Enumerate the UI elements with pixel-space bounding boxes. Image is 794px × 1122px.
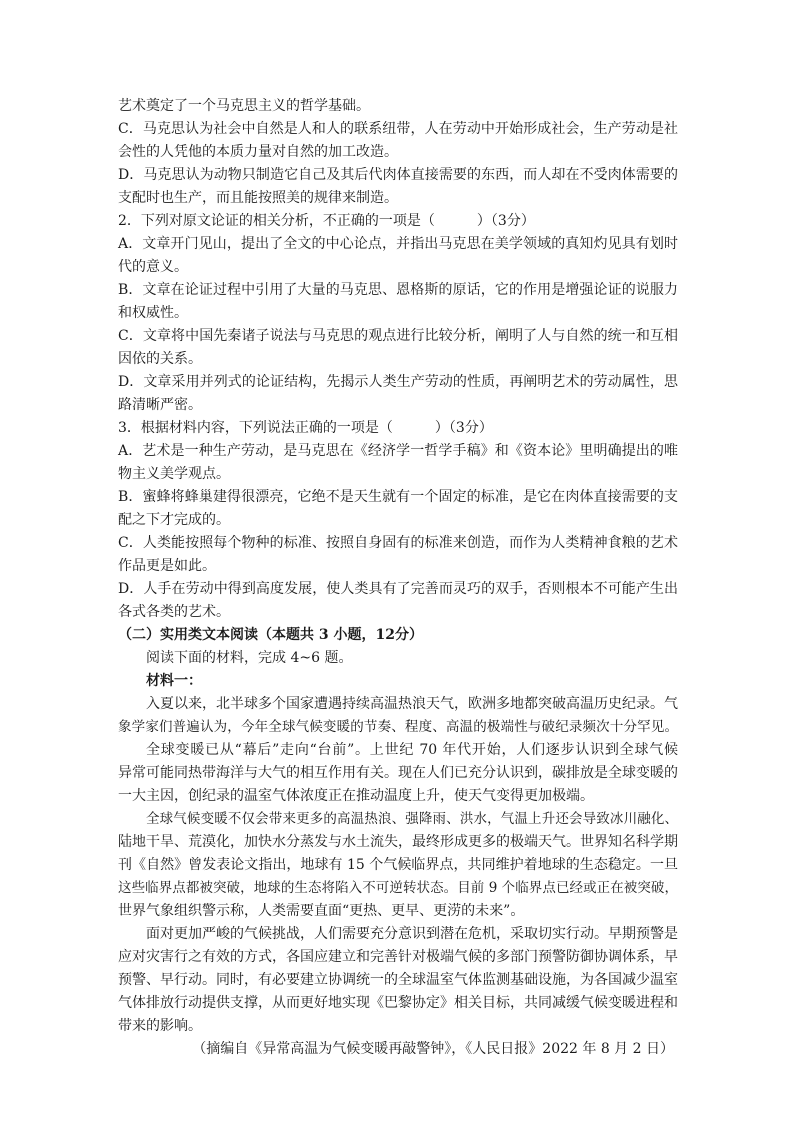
option-c-line: C．人类能按照每个物种的标准、按照自身固有的标准来创造，而作为人类精神食粮的艺术 xyxy=(118,535,678,551)
section-heading: （二）实用类文本阅读（本题共 3 小题，12分） xyxy=(118,627,423,643)
paragraph-line: 入夏以来，北半球多个国家遭遇持续高温热浪天气，欧洲多地都突破高温历史纪录。气 xyxy=(146,696,678,712)
paragraph-line: 陆地干旱、荒漠化，加快水分蒸发与水土流失，最终形成更多的极端天气。世界知名科学期 xyxy=(118,834,678,850)
text-line: 物主义美学观点。 xyxy=(118,466,230,482)
instruction-text: 阅读下面的材料，完成 4~6 题。 xyxy=(146,650,353,666)
paragraph-line: 带来的影响。 xyxy=(118,1018,202,1034)
question-3: 3．根据材料内容，下列说法正确的一项是（ ）（3分） xyxy=(118,420,493,436)
option-d-line: D．马克思认为动物只制造它自己及其后代肉体直接需要的东西，而人却在不受肉体需要的 xyxy=(118,167,678,183)
text-line: 配之下才完成的。 xyxy=(118,512,230,528)
text-line: 作品更是如此。 xyxy=(118,558,216,574)
text-line: 路清晰严密。 xyxy=(118,397,202,413)
option-b-line: B．文章在论证过程中引用了大量的马克思、恩格斯的原话，它的作用是增强论证的说服力 xyxy=(118,282,678,298)
material-label: 材料一： xyxy=(146,673,202,689)
paragraph-line: 全球气候变暖不仅会带来更多的高温热浪、强降雨、洪水，气温上升还会导致冰川融化、 xyxy=(146,811,678,827)
option-c-line: C．马克思认为社会中自然是人和人的联系纽带，人在劳动中开始形成社会，生产劳动是社 xyxy=(118,121,678,137)
option-a-line: A．文章开门见山，提出了全文的中心论点，并指出马克思在美学领域的真知灼见具有划时 xyxy=(118,236,678,252)
question-2: 2．下列对原文论证的相关分析，不正确的一项是（ ）（3分） xyxy=(118,213,535,229)
paragraph-line: 象学家们普遍认为，今年全球气候变暖的节奏、程度、高温的极端性与破纪录频次十分罕见。 xyxy=(118,719,678,735)
option-d-line: D．人手在劳动中得到高度发展，使人类具有了完善而灵巧的双手，否则根本不可能产生出 xyxy=(118,581,678,597)
paragraph-line: 应对灾害行之有效的方式，各国应建立和完善针对极端气候的多部门预警防御协调体系，早 xyxy=(118,949,678,965)
text-line: 代的意义。 xyxy=(118,259,188,275)
text-line: 各式各类的艺术。 xyxy=(118,604,230,620)
text-line: 和权威性。 xyxy=(118,305,188,321)
option-c-line: C．文章将中国先秦诸子说法与马克思的观点进行比较分析，阐明了人与自然的统一和互相 xyxy=(118,328,678,344)
paragraph-line: 世界气象组织警示称，人类需要直面“更热、更早、更涝的未来”。 xyxy=(118,903,525,919)
source-citation: （摘编自《异常高温为气候变暖再敲警钟》，《人民日报》2022 年 8 月 2 日） xyxy=(192,1041,674,1057)
paragraph-line: 气体排放行动提供支撑，从而更好地实现《巴黎协定》相关目标，共同减缓气候变暖进程和 xyxy=(118,995,678,1011)
paragraph-line: 面对更加严峻的气候挑战，人们需要充分意识到潜在危机，采取切实行动。早期预警是 xyxy=(146,926,678,942)
option-a-line: A．艺术是一种生产劳动，是马克思在《经济学一哲学手稿》和《资本论》里明确提出的唯 xyxy=(118,443,678,459)
paragraph-line: 一大主因，创纪录的温室气体浓度正在推动温度上升，使天气变得更加极端。 xyxy=(118,788,594,804)
paragraph-line: 这些临界点都被突破，地球的生态将陷入不可逆转状态。目前 9 个临界点已经或正在被突破， xyxy=(118,880,678,896)
text-line: 艺术奠定了一个马克思主义的哲学基础。 xyxy=(118,98,370,114)
option-d-line: D．文章采用并列式的论证结构，先揭示人类生产劳动的性质，再阐明艺术的劳动属性，思 xyxy=(118,374,678,390)
text-line: 支配时也生产，而且能按照美的规律来制造。 xyxy=(118,190,398,206)
text-line: 会性的人凭他的本质力量对自然的加工改造。 xyxy=(118,144,398,160)
paragraph-line: 异常可能同热带海洋与大气的相互作用有关。现在人们已充分认识到，碳排放是全球变暖的 xyxy=(118,765,678,781)
paragraph-line: 预警、早行动。同时，有必要建立协调统一的全球温室气体监测基础设施，为各国减少温室 xyxy=(118,972,678,988)
paragraph-line: 全球变暖已从“幕后”走向“台前”。上世纪 70 年代开始，人们逐步认识到全球气候 xyxy=(146,742,678,758)
paragraph-line: 刊《自然》曾发表论文指出，地球有 15 个气候临界点，共同维护着地球的生态稳定。一旦 xyxy=(118,857,678,873)
option-b-line: B．蜜蜂将蜂巢建得很漂亮，它绝不是天生就有一个固定的标准，是它在肉体直接需要的支 xyxy=(118,489,678,505)
text-line: 因依的关系。 xyxy=(118,351,202,367)
